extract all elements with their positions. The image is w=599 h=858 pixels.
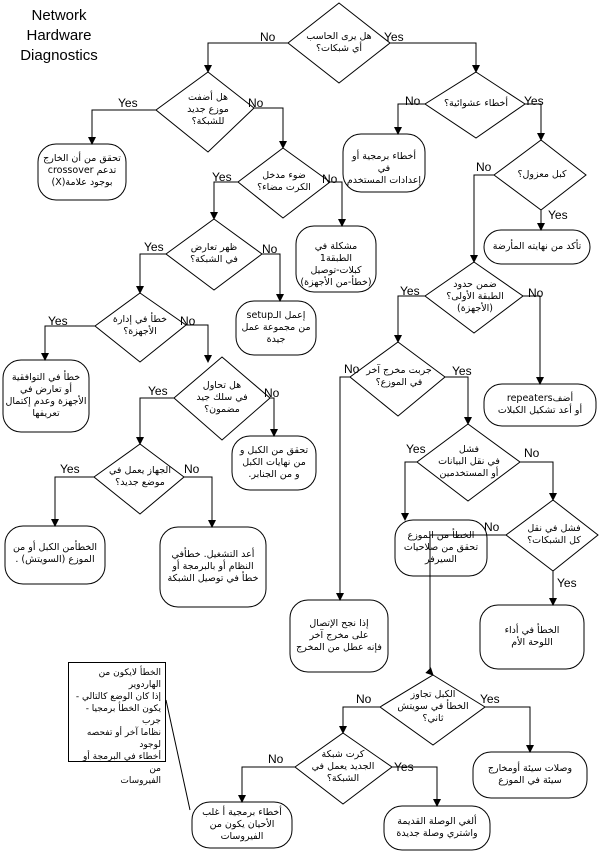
result-layer1-text bbox=[298, 241, 374, 289]
line: أو تعارض في bbox=[20, 384, 72, 395]
line: أي شبكات؟ bbox=[315, 43, 363, 54]
line: تأكد من نهايته المأرضة bbox=[492, 241, 582, 252]
decision-layer-one-text bbox=[432, 279, 518, 315]
note-line: الفيروسات bbox=[120, 776, 161, 786]
result-crossover-text bbox=[40, 153, 124, 189]
line: جيدة bbox=[266, 334, 286, 345]
result-software-errors-text bbox=[345, 151, 423, 187]
line: أو المستخدمين bbox=[439, 468, 499, 479]
result-grounded-text bbox=[486, 241, 588, 253]
yes-label: Yes bbox=[60, 462, 80, 476]
line: مضمون؟ bbox=[204, 404, 240, 415]
result-hub-cable-text bbox=[7, 542, 103, 566]
line: خطأ في إدارة bbox=[112, 314, 168, 325]
line: تحقق من أن الخارج bbox=[43, 153, 121, 164]
yes-label: Yes bbox=[118, 96, 138, 110]
yes-label: Yes bbox=[452, 364, 472, 378]
line: ضوء مدخل bbox=[262, 170, 306, 181]
line: الخطأ في أداء bbox=[504, 625, 560, 636]
yes-label: Yes bbox=[148, 384, 168, 398]
yes-label: Yes bbox=[144, 240, 164, 254]
note-line: الخطأ لايكون من الهاردوير bbox=[98, 668, 161, 690]
note-line: نظاما آخر أو تفحصه لوجود bbox=[86, 728, 161, 750]
line: الموزع (السويتش) . bbox=[15, 554, 95, 565]
result-bad-connections-text bbox=[475, 763, 585, 787]
line: في سلك جيد bbox=[196, 392, 248, 403]
line: الطبقة الأولى؟ bbox=[446, 291, 504, 302]
yes-label: Yes bbox=[400, 284, 420, 298]
no-label: No bbox=[476, 160, 492, 174]
line: من مجموعة عمل bbox=[241, 322, 311, 333]
decision-all-networks-text bbox=[514, 523, 594, 547]
line: ضمن حدود bbox=[453, 279, 497, 290]
title-line: Network bbox=[31, 7, 87, 24]
line: فإنه عطل من المخرج bbox=[296, 642, 382, 653]
decision-device-manager-text bbox=[100, 314, 180, 338]
result-viruses-text bbox=[194, 807, 290, 843]
yes-label: Yes bbox=[524, 94, 544, 108]
line: الكبل تجاوز bbox=[410, 689, 456, 700]
no-label: No bbox=[260, 30, 276, 44]
decision-good-cable-text bbox=[182, 380, 262, 416]
yes-label: Yes bbox=[48, 314, 68, 328]
line: الفيروسات bbox=[220, 831, 264, 842]
line: إذا نجح الإتصال bbox=[309, 618, 369, 629]
no-label: No bbox=[322, 172, 338, 186]
line: الخطأ في سويتش bbox=[397, 701, 469, 712]
line: من نهايات الكبل bbox=[242, 457, 306, 468]
result-reboot-text bbox=[162, 549, 264, 585]
yes-label: Yes bbox=[384, 30, 404, 44]
result-hub-fault-text bbox=[397, 530, 485, 566]
line: الخطأمن الكبل أو من bbox=[12, 542, 98, 553]
line: الجهاز يعمل في bbox=[109, 465, 171, 476]
line: تدعم crossover bbox=[47, 165, 117, 176]
decision-other-port-text bbox=[356, 365, 442, 389]
decision-new-hub-text bbox=[168, 92, 248, 128]
line: سيئة في الموزع bbox=[498, 775, 562, 786]
result-setup-text bbox=[238, 310, 314, 346]
yes-label: Yes bbox=[406, 442, 426, 456]
decision-isolated-cable-text bbox=[502, 169, 582, 181]
result-check-cable-text bbox=[234, 445, 314, 481]
line: كل الشبكات؟ bbox=[527, 535, 581, 546]
yes-label: Yes bbox=[212, 170, 232, 184]
line: كرت شبكة bbox=[321, 749, 365, 760]
line: في الموزع؟ bbox=[375, 377, 423, 388]
line: للشبكة؟ bbox=[191, 116, 225, 127]
yes-label: Yes bbox=[480, 692, 500, 706]
result-replace-link-text bbox=[386, 816, 488, 840]
result-compatibility-text bbox=[5, 372, 87, 420]
decision-new-nic-text bbox=[300, 749, 386, 785]
line: أخطاء برمجية أ غلب bbox=[202, 807, 282, 818]
line: اللوحة الأم bbox=[511, 637, 553, 648]
yes-label: Yes bbox=[548, 208, 568, 222]
result-repeaters-text bbox=[486, 393, 594, 417]
no-label: No bbox=[268, 752, 284, 766]
line: خطأ في التوافقية bbox=[11, 372, 81, 383]
no-label: No bbox=[524, 446, 540, 460]
no-label: No bbox=[262, 242, 278, 256]
decision-random-errors-text bbox=[432, 98, 520, 110]
line: كبلات-توصيل bbox=[310, 265, 362, 276]
line: الأجهزة؟ bbox=[123, 326, 157, 337]
line: تعريفها bbox=[32, 408, 60, 419]
line: ثاني؟ bbox=[422, 713, 444, 724]
no-label: No bbox=[484, 520, 500, 534]
decision-conflict-text bbox=[174, 242, 254, 266]
line: موزع جديد bbox=[187, 104, 229, 115]
yes-label: Yes bbox=[394, 760, 414, 774]
line: هل أضفت bbox=[187, 92, 229, 103]
decision-port-light-text bbox=[244, 170, 324, 194]
decision-sees-networks-text bbox=[294, 31, 384, 55]
line: كبل معزول؟ bbox=[517, 169, 567, 180]
line: بوجود علامة(X) bbox=[51, 177, 113, 188]
line: (الأجهزة) bbox=[457, 303, 493, 314]
no-label: No bbox=[180, 314, 196, 328]
line: في الشبكة؟ bbox=[190, 254, 238, 265]
line: هل يرى الحاسب bbox=[306, 31, 372, 42]
line: تحقق من صلاحيات bbox=[403, 542, 479, 553]
line: أعد التشغيل. خطأفي bbox=[171, 549, 255, 560]
no-label: No bbox=[264, 386, 280, 400]
line: أخطاء برمجية أو في bbox=[352, 151, 416, 174]
no-label: No bbox=[184, 462, 200, 476]
line: إعمل الـsetup bbox=[246, 310, 306, 321]
result-other-port-text bbox=[292, 618, 386, 654]
line: هل تحاول bbox=[202, 380, 242, 391]
no-label: No bbox=[405, 94, 421, 108]
line: واشتري وصلة جديدة bbox=[396, 828, 478, 839]
line: ألغي الوصلة القديمة bbox=[397, 816, 477, 827]
software-note bbox=[68, 662, 166, 786]
line: خطأ في توصيل الشبكة bbox=[167, 573, 259, 584]
line: (خطأ-من الأجهزة) bbox=[300, 277, 372, 288]
line: أو أعد تشكيل الكبلات bbox=[497, 405, 583, 416]
yes-label: Yes bbox=[557, 576, 577, 590]
line: الأجهزة وعدم إكتمال bbox=[5, 396, 87, 407]
line: أضفrepeaters bbox=[506, 393, 574, 404]
line: ظهر تعارض bbox=[190, 242, 238, 253]
line: النظام أو بالبرمجة أو bbox=[172, 561, 254, 572]
line: إعدادات المستخدم bbox=[346, 175, 422, 186]
no-label: No bbox=[344, 362, 360, 376]
title-line: Diagnostics bbox=[20, 47, 98, 64]
line: الخطأ من الموزع bbox=[407, 530, 475, 541]
title-line: Hardware bbox=[26, 27, 92, 44]
decision-second-switch-text bbox=[388, 689, 478, 725]
line: جربت مخرج آخر bbox=[366, 365, 432, 376]
line: فشل في نقل bbox=[527, 523, 581, 534]
diagram-title bbox=[4, 6, 114, 66]
line: الشبكة؟ bbox=[326, 773, 360, 784]
note-line: يكون الخطأ برمجيا - جرب bbox=[85, 704, 161, 726]
line: أخطاء عشوائية؟ bbox=[443, 98, 509, 109]
line: موضع جديد؟ bbox=[115, 477, 165, 488]
line: و من الجنابر. bbox=[248, 469, 300, 480]
note-line: أخطاء في البرمجة أو من bbox=[82, 752, 161, 774]
decision-new-location-text bbox=[96, 465, 184, 489]
line: مشكلة في الطبقة1 bbox=[314, 241, 358, 264]
note-line: إذا كان الوضع كالتالي - bbox=[75, 692, 161, 702]
no-label: No bbox=[356, 692, 372, 706]
result-motherboard-text bbox=[482, 625, 582, 649]
line: في نقل البيانات bbox=[438, 456, 500, 467]
line: وصلات سيئة أومخارج bbox=[487, 763, 573, 774]
line: الجديد يعمل في bbox=[311, 761, 375, 772]
decision-data-transfer-text bbox=[424, 444, 514, 480]
line: الكرت مضاء؟ bbox=[257, 182, 311, 193]
line: تحقق من الكبل و bbox=[239, 445, 309, 456]
line: فشل bbox=[458, 444, 480, 455]
line: على مخرج آخر bbox=[309, 630, 369, 641]
no-label: No bbox=[528, 286, 544, 300]
line: السيرفر bbox=[425, 554, 457, 565]
line: الأحيان يكون من bbox=[209, 819, 275, 830]
no-label: No bbox=[248, 96, 264, 110]
